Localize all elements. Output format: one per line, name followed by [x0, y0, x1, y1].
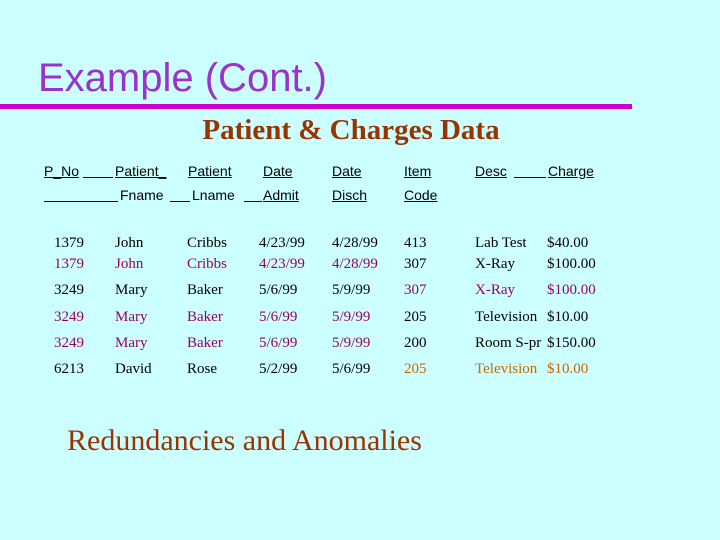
cell-charge: $40.00 [547, 235, 589, 251]
header-fname-line2: Fname [120, 187, 164, 203]
cell-item: 413 [404, 235, 427, 251]
cell-p-no: 3249 [54, 335, 84, 351]
cell-fname: Mary [115, 309, 148, 325]
cell-desc: Television [475, 361, 538, 377]
cell-desc: Room S-pr [475, 335, 542, 351]
cell-lname: Baker [187, 309, 223, 325]
cell-lname: Cribbs [187, 235, 228, 251]
slide-title: Example (Cont.) [38, 56, 327, 100]
header-p-no: P_No [44, 163, 80, 179]
header-item-line1: Item [404, 163, 432, 179]
cell-desc: X-Ray [475, 282, 515, 298]
cell-desc: Lab Test [475, 235, 527, 251]
title-divider [0, 104, 632, 109]
header-disch-line2: Disch [332, 187, 368, 203]
cell-p-no: 1379 [54, 256, 84, 272]
cell-admit: 5/2/99 [259, 361, 298, 377]
header-underline [514, 177, 546, 178]
cell-admit: 4/23/99 [259, 235, 305, 251]
cell-disch: 4/28/99 [332, 256, 378, 272]
cell-p-no: 3249 [54, 282, 84, 298]
header-disch-line1: Date [332, 163, 362, 179]
cell-admit: 5/6/99 [259, 309, 298, 325]
cell-charge: $10.00 [547, 309, 589, 325]
cell-desc: Television [475, 309, 538, 325]
cell-charge: $100.00 [547, 256, 596, 272]
cell-item: 200 [404, 335, 427, 351]
cell-disch: 5/9/99 [332, 335, 371, 351]
footer-caption: Redundancies and Anomalies [67, 424, 422, 457]
header-underline [244, 201, 262, 202]
table-title: Patient & Charges Data [202, 114, 500, 146]
cell-item: 307 [404, 282, 427, 298]
header-lname-line2: Lname [192, 187, 235, 203]
cell-lname: Baker [187, 335, 223, 351]
cell-charge: $150.00 [547, 335, 596, 351]
cell-admit: 5/6/99 [259, 282, 298, 298]
header-item-line2: Code [404, 187, 438, 203]
cell-p-no: 6213 [54, 361, 84, 377]
header-underline [83, 177, 113, 178]
cell-admit: 5/6/99 [259, 335, 298, 351]
cell-disch: 5/6/99 [332, 361, 371, 377]
cell-lname: Baker [187, 282, 223, 298]
cell-p-no: 3249 [54, 309, 84, 325]
cell-disch: 5/9/99 [332, 309, 371, 325]
cell-item: 307 [404, 256, 427, 272]
cell-item: 205 [404, 361, 427, 377]
cell-fname: John [115, 235, 144, 251]
header-admit-line2: Admit [263, 187, 299, 203]
cell-fname: John [115, 256, 144, 272]
cell-lname: Rose [187, 361, 217, 377]
cell-charge: $10.00 [547, 361, 589, 377]
cell-desc: X-Ray [475, 256, 515, 272]
header-fname-line1: Patient_ [115, 163, 167, 179]
cell-lname: Cribbs [187, 256, 228, 272]
cell-disch: 4/28/99 [332, 235, 378, 251]
cell-fname: Mary [115, 282, 148, 298]
header-lname-line1: Patient [188, 163, 232, 179]
cell-fname: Mary [115, 335, 148, 351]
cell-item: 205 [404, 309, 427, 325]
cell-fname: David [115, 361, 152, 377]
cell-charge: $100.00 [547, 282, 596, 298]
cell-admit: 4/23/99 [259, 256, 305, 272]
header-desc: Desc [475, 163, 507, 179]
cell-p-no: 1379 [54, 235, 84, 251]
header-admit-line1: Date [263, 163, 293, 179]
cell-disch: 5/9/99 [332, 282, 371, 298]
header-charge: Charge [548, 163, 594, 179]
header-underline [170, 201, 190, 202]
header-underline [44, 201, 118, 202]
